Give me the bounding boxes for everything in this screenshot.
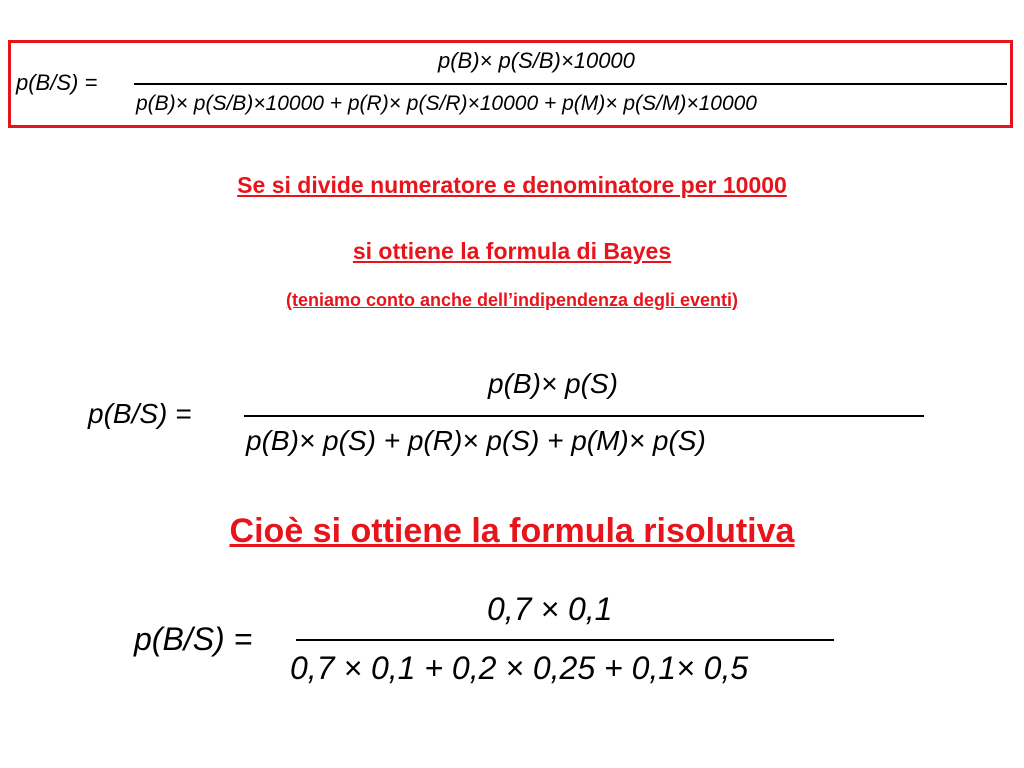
- formula1-lhs: p(B/S) =: [16, 70, 98, 95]
- conclusion-heading: Cioè si ottiene la formula risolutiva: [229, 512, 795, 550]
- formula1-fraction-line: [134, 83, 1007, 85]
- formula3-denominator: 0,7 × 0,1 + 0,2 × 0,25 + 0,1× 0,5: [290, 650, 749, 686]
- formula2-denominator: p(B)× p(S) + p(R)× p(S) + p(M)× p(S): [246, 425, 706, 456]
- formula1-denominator: p(B)× p(S/B)×10000 + p(R)× p(S/R)×10000 + p(M)× p(S/M)×10000: [136, 92, 757, 115]
- formula2-fraction-line: [244, 415, 924, 417]
- formula2-numerator: p(B)× p(S): [488, 368, 618, 399]
- formula1-numerator: p(B)× p(S/B)×10000: [438, 48, 635, 73]
- formula3-fraction-line: [296, 639, 834, 641]
- formula3-lhs: p(B/S) =: [134, 621, 253, 657]
- explanation-line-1: Se si divide numeratore e denominatore per 10000: [237, 172, 787, 198]
- explanation-line-2: si ottiene la formula di Bayes: [352, 238, 672, 264]
- formula2-lhs: p(B/S) =: [88, 398, 192, 429]
- explanation-line-3: (teniamo conto anche dell’indipendenza degli eventi): [285, 290, 739, 310]
- formula3-numerator: 0,7 × 0,1: [487, 591, 613, 627]
